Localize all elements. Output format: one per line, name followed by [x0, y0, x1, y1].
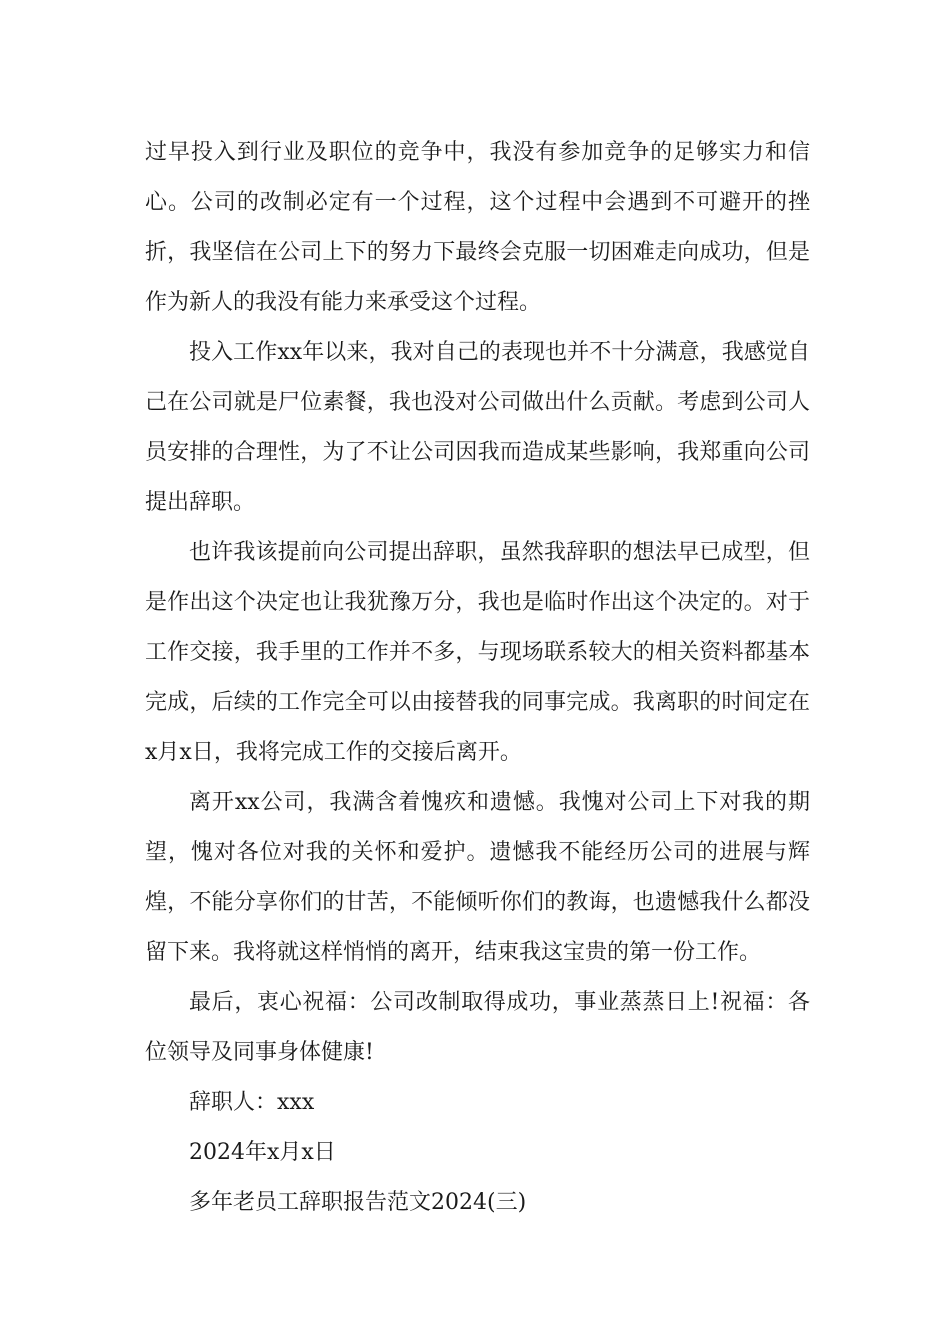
paragraph-4: 离开xx公司，我满含着愧疚和遗憾。我愧对公司上下对我的期望，愧对各位对我的关怀和爱护。遗憾我不能经历公司的进展与辉煌，不能分享你们的甘苦，不能倾听你们的教诲，也遗憾我什么都没留下来。我将就这样悄悄的离开，结束我这宝贵的第一份工作。 [145, 790, 810, 965]
paragraph-1: 过早投入到行业及职位的竞争中，我没有参加竞争的足够实力和信心。公司的改制必定有一个过程，这个过程中会遇到不可避开的挫折，我坚信在公司上下的努力下最终会克服一切困难走向成功，但是作为新人的我没有能力来承受这个过程。 [145, 140, 810, 315]
paragraph-2: 投入工作xx年以来，我对自己的表现也并不十分满意，我感觉自己在公司就是尸位素餐，我也没对公司做出什么贡献。考虑到公司人员安排的合理性，为了不让公司因我而造成某些影响，我郑重向公司提出辞职。 [145, 340, 810, 515]
paragraph-3: 也许我该提前向公司提出辞职，虽然我辞职的想法早已成型，但是作出这个决定也让我犹豫万分，我也是临时作出这个决定的。对于工作交接，我手里的工作并不多，与现场联系较大的相关资料都基本完成，后续的工作完全可以由接替我的同事完成。我离职的时间定在x月x日，我将完成工作的交接后离开。 [145, 540, 810, 765]
next-section-title: 多年老员工辞职报告范文2024(三) [189, 1190, 527, 1215]
date-line: 2024年x月x日 [189, 1140, 336, 1165]
paragraph-5: 最后，衷心祝福：公司改制取得成功，事业蒸蒸日上!祝福：各位领导及同事身体健康! [145, 990, 810, 1065]
signature-line: 辞职人：xxx [189, 1090, 315, 1115]
document-body [145, 128, 810, 1228]
